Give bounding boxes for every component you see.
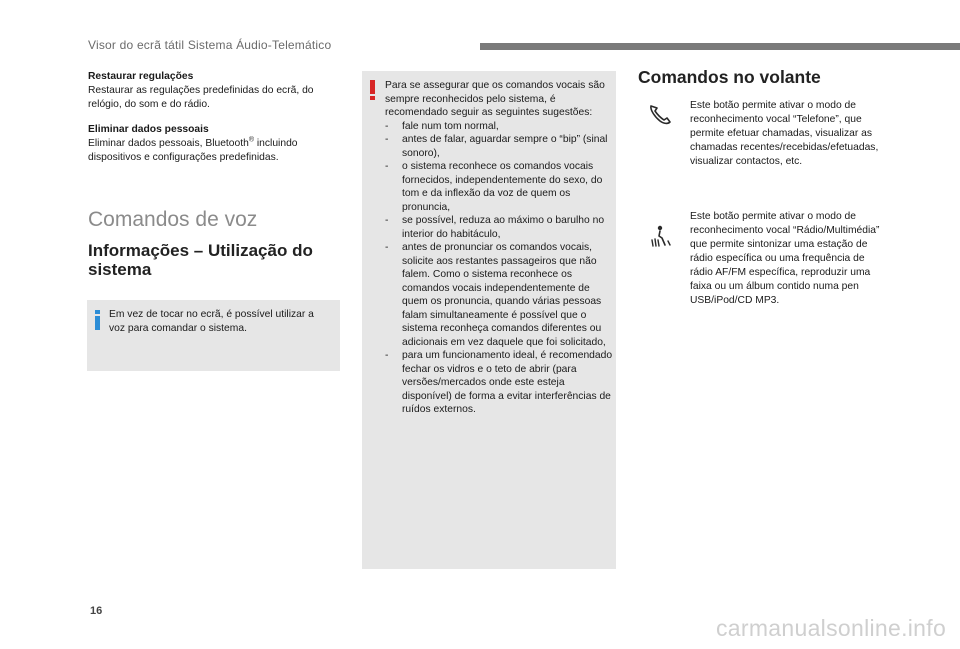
subsection-title: Informações – Utilização do sistema xyxy=(88,241,313,279)
list-item: - antes de pronunciar os comandos vocais, solicite aos restantes passageiros que não falem. Como o sistema reconhece os comandos vocais independentemente de quem os pronuncia, quando várias pessoas falam simultaneamente é possível que o sistema reconheça comandos diferentes ou adicionais em vez daquele que foi solicitado, xyxy=(385,242,606,348)
info-icon xyxy=(94,310,102,332)
list-item: - fale num tom normal, xyxy=(385,120,499,132)
warning-intro: Para se assegurar que os comandos vocais são sempre reconhecidos pelo sistema, é recomendado seguir as seguintes sugestões: xyxy=(385,80,605,118)
voice-command-icon xyxy=(648,224,674,250)
info-box xyxy=(87,300,340,371)
steering-controls-title: Comandos no volante xyxy=(638,67,821,87)
info-text: Em vez de tocar no ecrã, é possível utilizar a voz para comandar o sistema. xyxy=(109,309,314,334)
warning-list xyxy=(385,120,615,417)
delete-title: Eliminar dados pessoais xyxy=(88,124,209,135)
delete-section xyxy=(88,123,348,165)
registered-mark: ® xyxy=(248,136,255,144)
delete-text-after: incluindo dispositivos e configurações predefinidas. xyxy=(88,138,298,163)
restore-section xyxy=(88,70,348,112)
warning-box xyxy=(362,71,616,569)
delete-text-before: Eliminar dados pessoais, Bluetooth xyxy=(88,138,249,149)
restore-title: Restaurar regulações xyxy=(88,71,194,82)
warning-icon xyxy=(370,80,376,100)
voice-button-text: Este botão permite ativar o modo de reconhecimento vocal “Rádio/Multimédia” que permite sintonizar uma estação de rádio específica ou uma frequência de rádio AF/FM específica, reproduzir uma faixa ou um álbum contido numa pen USB/iPod/CD MP3. xyxy=(690,211,880,306)
header-bar xyxy=(480,43,960,50)
list-item: - para um funcionamento ideal, é recomendado fechar os vidros e o teto de abrir (para versões/mercados onde este esteja disponível) de forma a evitar interferências de ruídos externos. xyxy=(385,350,613,415)
page-number: 16 xyxy=(90,605,103,617)
list-item: - se possível, reduza ao máximo o barulho no interior do habitáculo, xyxy=(385,215,605,240)
restore-text: Restaurar as regulações predefinidas do ecrã, do relógio, do som e do rádio. xyxy=(88,85,314,110)
header-title: Visor do ecrã tátil Sistema Áudio-Telemático xyxy=(88,38,332,52)
phone-icon xyxy=(646,102,676,128)
left-column xyxy=(88,70,348,176)
warning-content xyxy=(385,79,615,417)
phone-button-text: Este botão permite ativar o modo de reconhecimento vocal “Telefone”, que permite efetuar chamadas, visualizar as chamadas recentes/recebidas/efetuadas, visualizar contactos, etc. xyxy=(690,100,879,167)
section-title: Comandos de voz xyxy=(88,208,258,231)
list-item: - o sistema reconhece os comandos vocais fornecidos, independentemente do sexo, do tom e da inflexão da voz de quem os pronuncia, xyxy=(385,161,603,213)
watermark: carmanualsonline.info xyxy=(716,615,947,641)
list-item: - antes de falar, aguardar sempre o “bip” (sinal sonoro), xyxy=(385,134,608,159)
